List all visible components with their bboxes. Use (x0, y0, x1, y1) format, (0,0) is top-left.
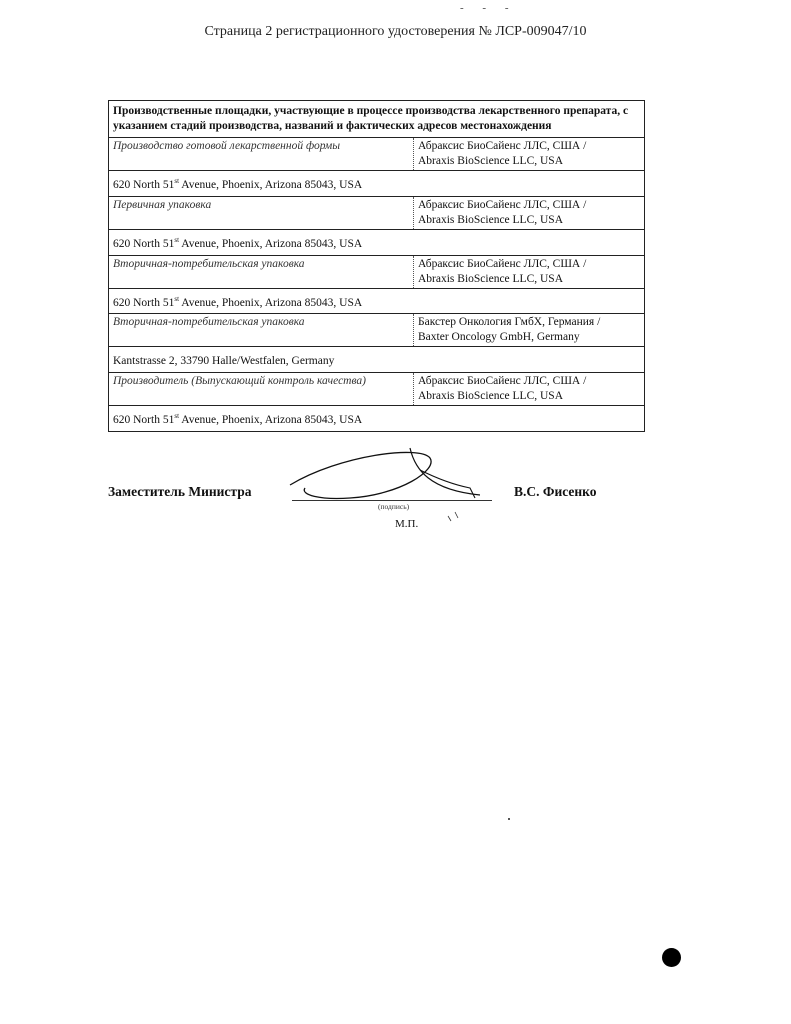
company-cell (414, 314, 645, 347)
stage-cell: Производство готовой лекарственной формы (109, 138, 414, 171)
table-header-row (109, 101, 645, 138)
company-cell (414, 255, 645, 288)
address-ordinal: st (174, 412, 180, 421)
address-cell (109, 171, 645, 197)
company-en: Abraxis BioScience LLC, USA (418, 155, 564, 167)
top-marks: - - - (460, 2, 517, 14)
address-row (109, 288, 645, 314)
address-row (109, 171, 645, 197)
production-sites-table (108, 100, 645, 432)
signer-name: В.С. Фисенко (514, 484, 597, 499)
handwritten-signature (280, 440, 500, 530)
site-row (109, 373, 645, 406)
stage-cell: Производитель (Выпускающий контроль качества) (109, 373, 414, 406)
scan-speck (508, 818, 510, 820)
address-rest: Avenue, Phoenix, Arizona 85043, USA (179, 178, 363, 191)
address-row (109, 229, 645, 255)
address-cell (109, 229, 645, 255)
address-main: 620 North 51 (113, 237, 175, 250)
address-main: 620 North 51 (113, 414, 175, 427)
table-heading: Производственные площадки, участвующие в процессе производства лекарственного препарата, с указанием стадий производства, названий и фактических адресов местонахождения (109, 101, 645, 138)
address-cell (109, 347, 645, 373)
address-rest: Avenue, Phoenix, Arizona 85043, USA (179, 414, 363, 427)
address-cell (109, 406, 645, 432)
company-en: Abraxis BioScience LLC, USA (418, 390, 564, 403)
address-rest: Avenue, Phoenix, Arizona 85043, USA (179, 237, 363, 250)
company-en: Baxter Oncology GmbH, Germany (418, 331, 580, 344)
address-main: 620 North 51 (113, 296, 175, 309)
address-main: 620 North 51 (113, 178, 175, 191)
company-ru: Бакстер Онкология ГмбХ, Германия / (418, 316, 601, 329)
address-main: Kantstrasse 2, 33790 Halle/Westfalen, Germany (113, 355, 335, 368)
address-ordinal: st (174, 294, 180, 303)
site-row (109, 314, 645, 347)
scan-dot (662, 948, 681, 967)
address-row (109, 347, 645, 373)
company-ru: Абраксис БиоСайенс ЛЛС, США / (418, 140, 587, 152)
stage-cell: Первичная упаковка (109, 196, 414, 229)
company-ru: Абраксис БиоСайенс ЛЛС, США / (418, 198, 587, 211)
site-row (109, 138, 645, 171)
signature-line (292, 500, 492, 501)
site-row (109, 196, 645, 229)
address-ordinal: st (174, 235, 180, 244)
company-ru: Абраксис БиоСайенс ЛЛС, США / (418, 257, 587, 270)
page-title: Страница 2 регистрационного удостоверения № ЛСР-009047/10 (204, 24, 587, 39)
stage-cell: Вторичная-потребительская упаковка (109, 255, 414, 288)
company-cell (414, 373, 645, 406)
address-row (109, 406, 645, 432)
signature-caption: (подпись) (378, 502, 410, 511)
address-ordinal: st (174, 177, 180, 185)
site-row (109, 255, 645, 288)
company-cell (414, 138, 645, 171)
stamp-label: М.П. (395, 518, 419, 530)
company-en: Abraxis BioScience LLC, USA (418, 272, 564, 285)
address-cell (109, 288, 645, 314)
signer-position: Заместитель Министра (108, 484, 252, 499)
company-cell (414, 196, 645, 229)
stage-cell: Вторичная-потребительская упаковка (109, 314, 414, 347)
company-en: Abraxis BioScience LLC, USA (418, 213, 564, 226)
address-rest: Avenue, Phoenix, Arizona 85043, USA (179, 296, 363, 309)
company-ru: Абраксис БиоСайенс ЛЛС, США / (418, 375, 587, 388)
